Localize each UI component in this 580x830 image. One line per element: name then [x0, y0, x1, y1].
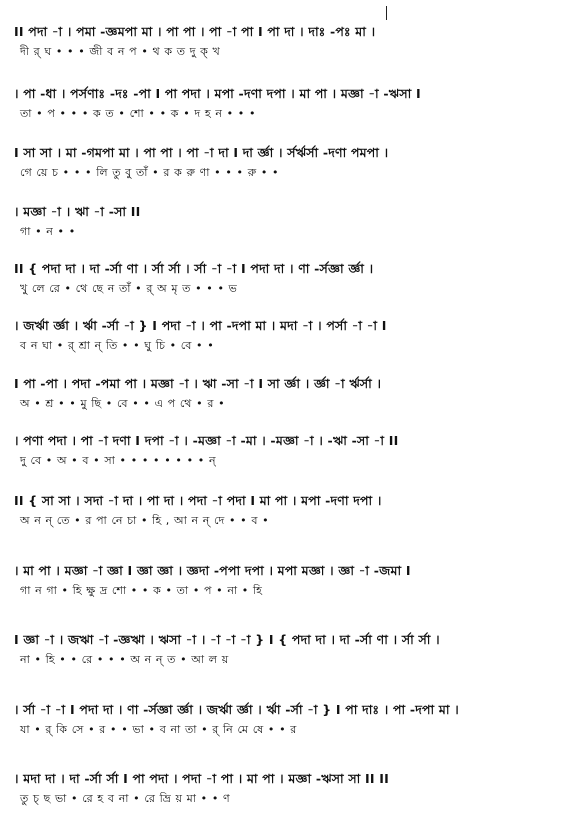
swara-line: । পণা পদা । পা -া দণা I দপা -া । -মজ্ঞা -া -মা । -মজ্ঞা -া । -ঋা -সা -া II [14, 433, 399, 448]
swara-line: I জ্ঞা -া । জঋা -া -জ্ঞঋা । ঋসা -া । -া -া -া } I { পদা দা । দা -র্সা ণা । র্সা র্সা । [14, 632, 440, 647]
lyric-line: না • হি • • রে • • • অ ন ন্ ত • আ ল য় [20, 653, 229, 666]
lyric-line: তা • প • • • ক ত • শো • • ক • দ হ ন • • • [20, 107, 257, 120]
swara-line: । র্সা -া -া I পদা দা । ণা -র্সজ্ঞা র্জ্ঞা । জর্ঋা র্জ্ঞা । র্ঋা -র্সা -া } I পা দাঃ । পা -দপা মা । [14, 702, 459, 717]
swara-line: । জর্ঋা র্জ্ঞা । র্ঋা -র্সা -া } I পদা -া । পা -দপা মা । মদা -া । পর্সা -া -া I [14, 318, 387, 333]
swara-line: II { পদা দা । দা -র্সা ণা । র্সা র্সা । র্সা -া -া I পদা দা । ণা -র্সজ্ঞা র্জ্ঞা । [14, 261, 374, 276]
lyric-line: অ ন ন্ তে • র পা নে চা • হি , আ ন ন্ দে • • ব • [20, 514, 270, 527]
lyric-line: গা ন গা • হি ক্ষু দ্র শো • • ক • তা • প • না • হি [20, 584, 263, 597]
swara-line: I পা -পা । পদা -পমা পা । মজ্ঞা -া । ঋা -সা -া I সা র্জ্ঞা । র্জ্ঞা -া র্ঋর্সা । [14, 376, 382, 391]
lyric-line: দী র্ ঘ • • • জী ব ন প • থ ক ত দু ক্ খ [20, 45, 221, 58]
swara-line: । মা পা । মজ্ঞা -া জ্ঞা I জ্ঞা জ্ঞা । জ্ঞদা -পপা দপা । মপা মজ্ঞা । জ্ঞা -া -জমা I [14, 563, 411, 578]
lyric-line: তু চ্ ছ ভা • রে হ ব না • রে ভ্রি য় মা • • ণ [20, 792, 231, 805]
lyric-line: যা • র্ কি সে • র • • ভা • ব না তা • র্ নি মে ষে • • র [20, 723, 297, 736]
lyric-line: গা • ন • • [20, 225, 76, 238]
lyric-line: খু লে রে • থে ছে ন তাঁ • র্ অ মৃ ত • • • ভ [20, 282, 238, 295]
swara-line: । পা -ধা । পর্সণাঃ -দঃ -পা I পা পদা । মপা -দণা দপা । মা পা । মজ্ঞা -া -ঋসা I [14, 86, 421, 101]
swara-line: II পদা -া । পমা -জ্ঞমপা মা । পা পা । পা -া পা I পা দা । দাঃ -পঃ মা । [14, 24, 376, 39]
swara-line: I সা সা । মা -গমপা মা । পা পা । পা -া দা I দা র্জ্ঞা । র্সর্ঋর্সা -দণা পমপা । [14, 145, 389, 160]
lyric-line: ব ন ঘা • র্ শ্রা ন্ তি • • ঘু চি • বে • • [20, 339, 215, 352]
lyric-line: দু বে • অ • ব • সা • • • • • • • • ন্ [20, 454, 217, 467]
margin-mark [386, 6, 387, 20]
swara-line: II { সা সা । সদা -া দা । পা দা । পদা -া পদা I মা পা । মপা -দণা দপা । [14, 493, 382, 508]
lyric-line: অ • শ্র • • মু ছি • বে • • এ প থে • র • [20, 397, 226, 410]
lyric-line: গে য়ে চ • • • লি তু বু তাঁ • র ক রু ণা • • • রু • • [20, 166, 280, 179]
swara-line: । মদা দা । দা -র্সা র্সা I পা পদা । পদা -া পা । মা পা । মজ্ঞা -ঋসা সা II II [14, 771, 389, 786]
swara-line: । মজ্ঞা -া । ঋা -া -সা II [14, 204, 141, 219]
